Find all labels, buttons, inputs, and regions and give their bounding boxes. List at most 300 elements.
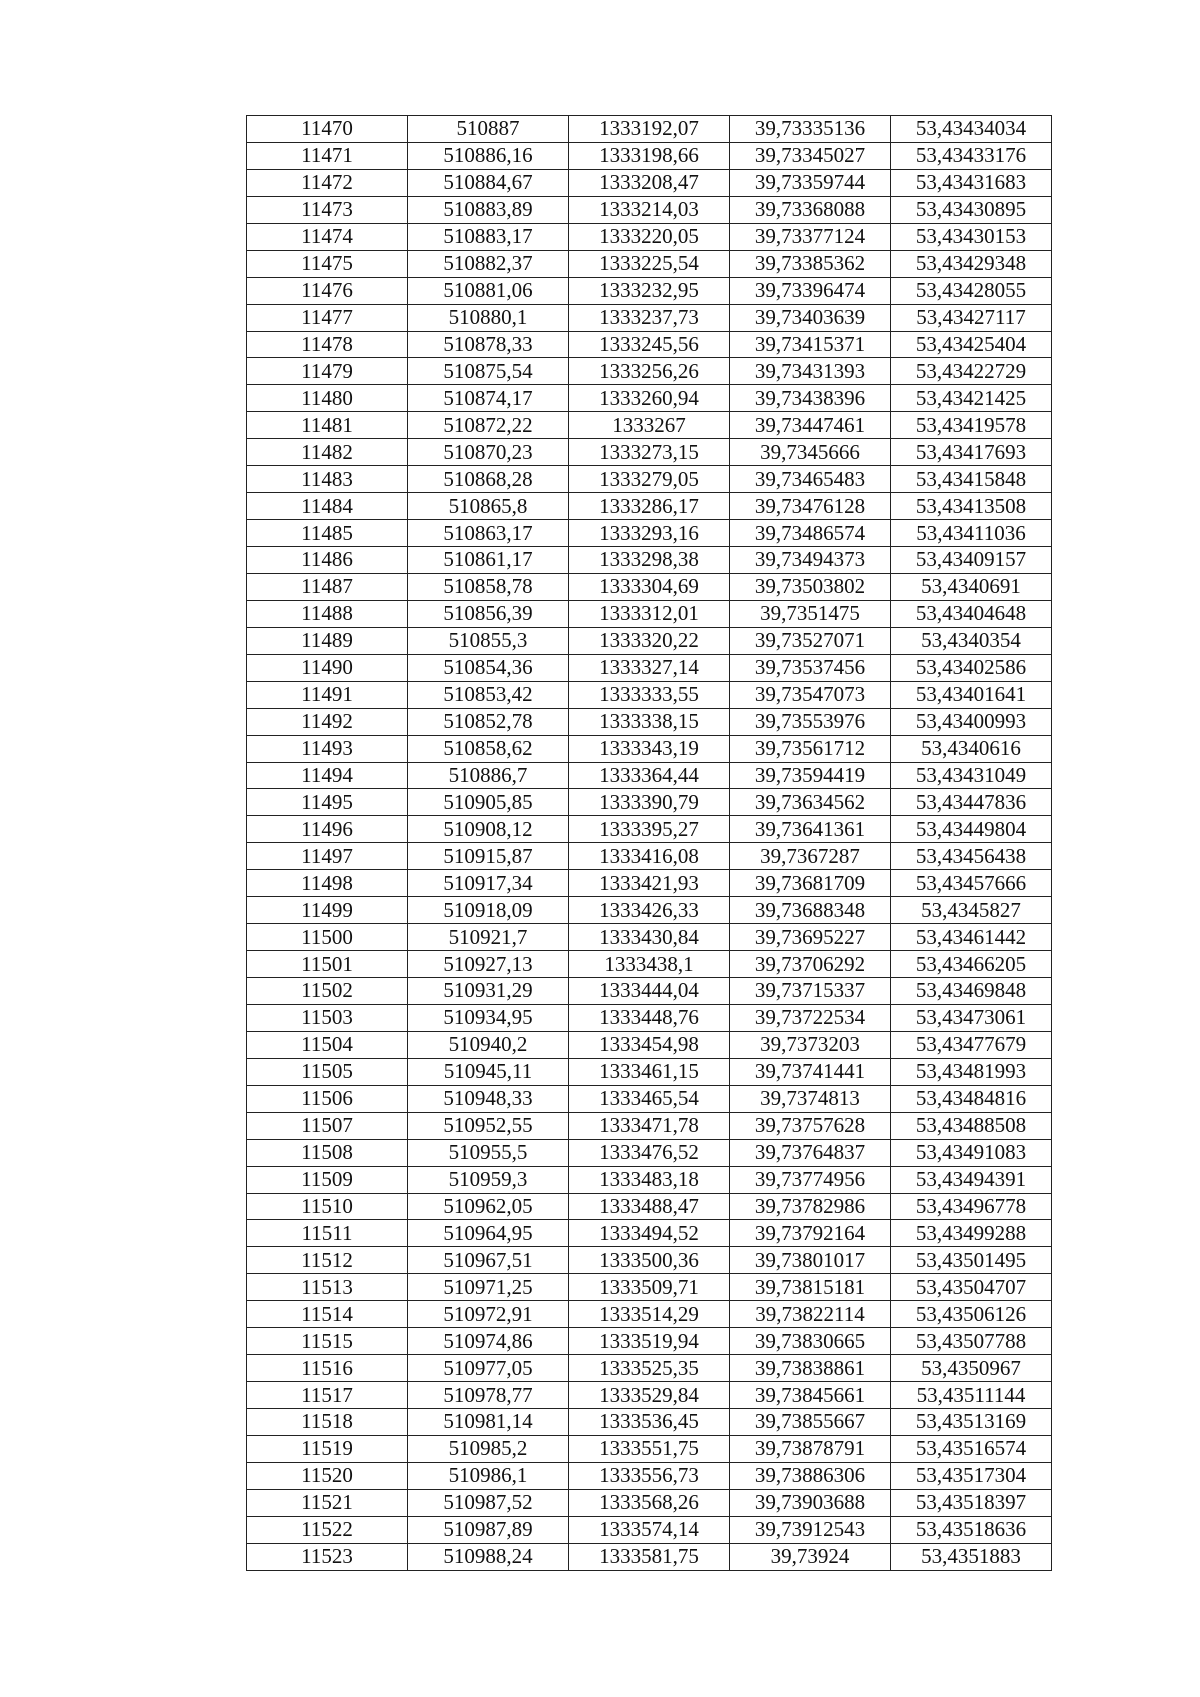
x-coordinate-cell: 510978,77: [408, 1382, 569, 1409]
table-row: [247, 1166, 1052, 1193]
longitude-cell: 39,73838861: [730, 1355, 891, 1382]
point-number-cell: 11495: [247, 789, 408, 816]
x-coordinate-cell: 510986,1: [408, 1462, 569, 1489]
table-row: [247, 493, 1052, 520]
latitude-cell: 53,43484816: [891, 1085, 1052, 1112]
longitude-cell: 39,73537456: [730, 654, 891, 681]
table-row: [247, 573, 1052, 600]
y-coordinate-cell: 1333364,44: [569, 762, 730, 789]
longitude-cell: 39,73722534: [730, 1004, 891, 1031]
x-coordinate-cell: 510908,12: [408, 816, 569, 843]
table-row: [247, 304, 1052, 331]
point-number-cell: 11516: [247, 1355, 408, 1382]
latitude-cell: 53,43429348: [891, 250, 1052, 277]
y-coordinate-cell: 1333260,94: [569, 385, 730, 412]
table-row: [247, 1435, 1052, 1462]
x-coordinate-cell: 510868,28: [408, 466, 569, 493]
point-number-cell: 11520: [247, 1462, 408, 1489]
longitude-cell: 39,73335136: [730, 116, 891, 143]
y-coordinate-cell: 1333220,05: [569, 223, 730, 250]
x-coordinate-cell: 510870,23: [408, 439, 569, 466]
x-coordinate-cell: 510905,85: [408, 789, 569, 816]
point-number-cell: 11505: [247, 1058, 408, 1085]
point-number-cell: 11481: [247, 412, 408, 439]
table-row: [247, 1382, 1052, 1409]
point-number-cell: 11486: [247, 547, 408, 574]
x-coordinate-cell: 510967,51: [408, 1247, 569, 1274]
y-coordinate-cell: 1333525,35: [569, 1355, 730, 1382]
latitude-cell: 53,43466205: [891, 951, 1052, 978]
x-coordinate-cell: 510940,2: [408, 1031, 569, 1058]
table-row: [247, 1328, 1052, 1355]
x-coordinate-cell: 510971,25: [408, 1274, 569, 1301]
y-coordinate-cell: 1333471,78: [569, 1112, 730, 1139]
latitude-cell: 53,43457666: [891, 870, 1052, 897]
longitude-cell: 39,73924: [730, 1543, 891, 1570]
point-number-cell: 11506: [247, 1085, 408, 1112]
table-row: [247, 600, 1052, 627]
y-coordinate-cell: 1333327,14: [569, 654, 730, 681]
y-coordinate-cell: 1333312,01: [569, 600, 730, 627]
y-coordinate-cell: 1333494,52: [569, 1220, 730, 1247]
point-number-cell: 11475: [247, 250, 408, 277]
latitude-cell: 53,43422729: [891, 358, 1052, 385]
table-row: [247, 358, 1052, 385]
x-coordinate-cell: 510964,95: [408, 1220, 569, 1247]
table-row: [247, 978, 1052, 1005]
x-coordinate-cell: 510945,11: [408, 1058, 569, 1085]
latitude-cell: 53,43413508: [891, 493, 1052, 520]
point-number-cell: 11484: [247, 493, 408, 520]
x-coordinate-cell: 510852,78: [408, 708, 569, 735]
point-number-cell: 11483: [247, 466, 408, 493]
longitude-cell: 39,73396474: [730, 277, 891, 304]
point-number-cell: 11508: [247, 1139, 408, 1166]
y-coordinate-cell: 1333488,47: [569, 1193, 730, 1220]
longitude-cell: 39,73688348: [730, 897, 891, 924]
table-row: [247, 466, 1052, 493]
y-coordinate-cell: 1333500,36: [569, 1247, 730, 1274]
latitude-cell: 53,4340616: [891, 735, 1052, 762]
y-coordinate-cell: 1333465,54: [569, 1085, 730, 1112]
point-number-cell: 11510: [247, 1193, 408, 1220]
y-coordinate-cell: 1333438,1: [569, 951, 730, 978]
x-coordinate-cell: 510987,52: [408, 1489, 569, 1516]
longitude-cell: 39,73385362: [730, 250, 891, 277]
latitude-cell: 53,43504707: [891, 1274, 1052, 1301]
latitude-cell: 53,43427117: [891, 304, 1052, 331]
point-number-cell: 11499: [247, 897, 408, 924]
latitude-cell: 53,43402586: [891, 654, 1052, 681]
y-coordinate-cell: 1333225,54: [569, 250, 730, 277]
longitude-cell: 39,73465483: [730, 466, 891, 493]
point-number-cell: 11507: [247, 1112, 408, 1139]
y-coordinate-cell: 1333333,55: [569, 681, 730, 708]
x-coordinate-cell: 510883,17: [408, 223, 569, 250]
table-row: [247, 1058, 1052, 1085]
y-coordinate-cell: 1333514,29: [569, 1301, 730, 1328]
latitude-cell: 53,43425404: [891, 331, 1052, 358]
point-number-cell: 11480: [247, 385, 408, 412]
y-coordinate-cell: 1333304,69: [569, 573, 730, 600]
table-row: [247, 627, 1052, 654]
point-number-cell: 11493: [247, 735, 408, 762]
latitude-cell: 53,43511144: [891, 1382, 1052, 1409]
longitude-cell: 39,73757628: [730, 1112, 891, 1139]
y-coordinate-cell: 1333483,18: [569, 1166, 730, 1193]
longitude-cell: 39,73695227: [730, 924, 891, 951]
table-row: [247, 870, 1052, 897]
latitude-cell: 53,43461442: [891, 924, 1052, 951]
longitude-cell: 39,73494373: [730, 547, 891, 574]
latitude-cell: 53,43496778: [891, 1193, 1052, 1220]
point-number-cell: 11492: [247, 708, 408, 735]
x-coordinate-cell: 510874,17: [408, 385, 569, 412]
y-coordinate-cell: 1333237,73: [569, 304, 730, 331]
x-coordinate-cell: 510981,14: [408, 1409, 569, 1436]
y-coordinate-cell: 1333395,27: [569, 816, 730, 843]
longitude-cell: 39,73634562: [730, 789, 891, 816]
y-coordinate-cell: 1333509,71: [569, 1274, 730, 1301]
x-coordinate-cell: 510987,89: [408, 1516, 569, 1543]
table-row: [247, 1220, 1052, 1247]
latitude-cell: 53,43417693: [891, 439, 1052, 466]
latitude-cell: 53,43447836: [891, 789, 1052, 816]
y-coordinate-cell: 1333430,84: [569, 924, 730, 951]
y-coordinate-cell: 1333454,98: [569, 1031, 730, 1058]
latitude-cell: 53,43409157: [891, 547, 1052, 574]
latitude-cell: 53,43506126: [891, 1301, 1052, 1328]
x-coordinate-cell: 510977,05: [408, 1355, 569, 1382]
latitude-cell: 53,43431683: [891, 169, 1052, 196]
x-coordinate-cell: 510927,13: [408, 951, 569, 978]
table-row: [247, 331, 1052, 358]
latitude-cell: 53,43430153: [891, 223, 1052, 250]
y-coordinate-cell: 1333581,75: [569, 1543, 730, 1570]
table-row: [247, 897, 1052, 924]
x-coordinate-cell: 510861,17: [408, 547, 569, 574]
y-coordinate-cell: 1333214,03: [569, 196, 730, 223]
latitude-cell: 53,4345827: [891, 897, 1052, 924]
table-row: [247, 1301, 1052, 1328]
x-coordinate-cell: 510875,54: [408, 358, 569, 385]
longitude-cell: 39,73822114: [730, 1301, 891, 1328]
x-coordinate-cell: 510959,3: [408, 1166, 569, 1193]
longitude-cell: 39,73476128: [730, 493, 891, 520]
x-coordinate-cell: 510858,62: [408, 735, 569, 762]
longitude-cell: 39,73903688: [730, 1489, 891, 1516]
table-row: [247, 412, 1052, 439]
latitude-cell: 53,43433176: [891, 142, 1052, 169]
longitude-cell: 39,73801017: [730, 1247, 891, 1274]
table-row: [247, 1274, 1052, 1301]
x-coordinate-cell: 510985,2: [408, 1435, 569, 1462]
longitude-cell: 39,7373203: [730, 1031, 891, 1058]
point-number-cell: 11474: [247, 223, 408, 250]
latitude-cell: 53,43516574: [891, 1435, 1052, 1462]
y-coordinate-cell: 1333245,56: [569, 331, 730, 358]
y-coordinate-cell: 1333279,05: [569, 466, 730, 493]
table-row: [247, 951, 1052, 978]
point-number-cell: 11515: [247, 1328, 408, 1355]
longitude-cell: 39,73641361: [730, 816, 891, 843]
latitude-cell: 53,43415848: [891, 466, 1052, 493]
y-coordinate-cell: 1333267: [569, 412, 730, 439]
longitude-cell: 39,73912543: [730, 1516, 891, 1543]
longitude-cell: 39,73830665: [730, 1328, 891, 1355]
point-number-cell: 11487: [247, 573, 408, 600]
x-coordinate-cell: 510921,7: [408, 924, 569, 951]
x-coordinate-cell: 510886,7: [408, 762, 569, 789]
y-coordinate-cell: 1333448,76: [569, 1004, 730, 1031]
point-number-cell: 11522: [247, 1516, 408, 1543]
latitude-cell: 53,43491083: [891, 1139, 1052, 1166]
x-coordinate-cell: 510972,91: [408, 1301, 569, 1328]
longitude-cell: 39,73706292: [730, 951, 891, 978]
table-row: [247, 1409, 1052, 1436]
point-number-cell: 11491: [247, 681, 408, 708]
table-row: [247, 1516, 1052, 1543]
point-number-cell: 11511: [247, 1220, 408, 1247]
table-row: [247, 520, 1052, 547]
longitude-cell: 39,73553976: [730, 708, 891, 735]
latitude-cell: 53,43481993: [891, 1058, 1052, 1085]
point-number-cell: 11476: [247, 277, 408, 304]
latitude-cell: 53,43488508: [891, 1112, 1052, 1139]
point-number-cell: 11482: [247, 439, 408, 466]
longitude-cell: 39,73377124: [730, 223, 891, 250]
table-row: [247, 654, 1052, 681]
latitude-cell: 53,43518636: [891, 1516, 1052, 1543]
latitude-cell: 53,43456438: [891, 843, 1052, 870]
point-number-cell: 11497: [247, 843, 408, 870]
x-coordinate-cell: 510854,36: [408, 654, 569, 681]
latitude-cell: 53,43494391: [891, 1166, 1052, 1193]
x-coordinate-cell: 510881,06: [408, 277, 569, 304]
coordinates-table: [246, 115, 1052, 1571]
latitude-cell: 53,43400993: [891, 708, 1052, 735]
latitude-cell: 53,43434034: [891, 116, 1052, 143]
latitude-cell: 53,43499288: [891, 1220, 1052, 1247]
x-coordinate-cell: 510856,39: [408, 600, 569, 627]
latitude-cell: 53,43517304: [891, 1462, 1052, 1489]
latitude-cell: 53,43513169: [891, 1409, 1052, 1436]
latitude-cell: 53,43430895: [891, 196, 1052, 223]
point-number-cell: 11488: [247, 600, 408, 627]
table-row: [247, 1489, 1052, 1516]
table-row: [247, 816, 1052, 843]
point-number-cell: 11479: [247, 358, 408, 385]
latitude-cell: 53,43401641: [891, 681, 1052, 708]
point-number-cell: 11504: [247, 1031, 408, 1058]
x-coordinate-cell: 510880,1: [408, 304, 569, 331]
latitude-cell: 53,4351883: [891, 1543, 1052, 1570]
longitude-cell: 39,73594419: [730, 762, 891, 789]
longitude-cell: 39,7351475: [730, 600, 891, 627]
longitude-cell: 39,73438396: [730, 385, 891, 412]
longitude-cell: 39,73681709: [730, 870, 891, 897]
x-coordinate-cell: 510934,95: [408, 1004, 569, 1031]
x-coordinate-cell: 510865,8: [408, 493, 569, 520]
longitude-cell: 39,73878791: [730, 1435, 891, 1462]
x-coordinate-cell: 510962,05: [408, 1193, 569, 1220]
latitude-cell: 53,43411036: [891, 520, 1052, 547]
point-number-cell: 11490: [247, 654, 408, 681]
longitude-cell: 39,7374813: [730, 1085, 891, 1112]
table-row: [247, 1462, 1052, 1489]
point-number-cell: 11498: [247, 870, 408, 897]
x-coordinate-cell: 510858,78: [408, 573, 569, 600]
x-coordinate-cell: 510883,89: [408, 196, 569, 223]
table-row: [247, 223, 1052, 250]
x-coordinate-cell: 510931,29: [408, 978, 569, 1005]
y-coordinate-cell: 1333232,95: [569, 277, 730, 304]
table-row: [247, 196, 1052, 223]
table-row: [247, 142, 1052, 169]
longitude-cell: 39,73447461: [730, 412, 891, 439]
x-coordinate-cell: 510952,55: [408, 1112, 569, 1139]
point-number-cell: 11496: [247, 816, 408, 843]
latitude-cell: 53,4340691: [891, 573, 1052, 600]
longitude-cell: 39,73715337: [730, 978, 891, 1005]
table-row: [247, 547, 1052, 574]
longitude-cell: 39,73845661: [730, 1382, 891, 1409]
longitude-cell: 39,73547073: [730, 681, 891, 708]
longitude-cell: 39,73815181: [730, 1274, 891, 1301]
latitude-cell: 53,43518397: [891, 1489, 1052, 1516]
longitude-cell: 39,73368088: [730, 196, 891, 223]
longitude-cell: 39,73855667: [730, 1409, 891, 1436]
y-coordinate-cell: 1333273,15: [569, 439, 730, 466]
table-row: [247, 1085, 1052, 1112]
table-row: [247, 385, 1052, 412]
y-coordinate-cell: 1333293,16: [569, 520, 730, 547]
table-row: [247, 843, 1052, 870]
point-number-cell: 11509: [247, 1166, 408, 1193]
x-coordinate-cell: 510948,33: [408, 1085, 569, 1112]
y-coordinate-cell: 1333298,38: [569, 547, 730, 574]
latitude-cell: 53,43473061: [891, 1004, 1052, 1031]
table-row: [247, 169, 1052, 196]
y-coordinate-cell: 1333556,73: [569, 1462, 730, 1489]
point-number-cell: 11472: [247, 169, 408, 196]
latitude-cell: 53,43449804: [891, 816, 1052, 843]
point-number-cell: 11494: [247, 762, 408, 789]
latitude-cell: 53,43428055: [891, 277, 1052, 304]
x-coordinate-cell: 510882,37: [408, 250, 569, 277]
longitude-cell: 39,73345027: [730, 142, 891, 169]
point-number-cell: 11518: [247, 1409, 408, 1436]
y-coordinate-cell: 1333198,66: [569, 142, 730, 169]
point-number-cell: 11519: [247, 1435, 408, 1462]
y-coordinate-cell: 1333416,08: [569, 843, 730, 870]
y-coordinate-cell: 1333529,84: [569, 1382, 730, 1409]
latitude-cell: 53,4340354: [891, 627, 1052, 654]
point-number-cell: 11471: [247, 142, 408, 169]
y-coordinate-cell: 1333461,15: [569, 1058, 730, 1085]
table-row: [247, 1355, 1052, 1382]
point-number-cell: 11514: [247, 1301, 408, 1328]
longitude-cell: 39,73764837: [730, 1139, 891, 1166]
table-row: [247, 1031, 1052, 1058]
x-coordinate-cell: 510863,17: [408, 520, 569, 547]
point-number-cell: 11501: [247, 951, 408, 978]
table-row: [247, 1543, 1052, 1570]
longitude-cell: 39,73415371: [730, 331, 891, 358]
longitude-cell: 39,73886306: [730, 1462, 891, 1489]
longitude-cell: 39,7345666: [730, 439, 891, 466]
y-coordinate-cell: 1333519,94: [569, 1328, 730, 1355]
y-coordinate-cell: 1333338,15: [569, 708, 730, 735]
x-coordinate-cell: 510918,09: [408, 897, 569, 924]
x-coordinate-cell: 510853,42: [408, 681, 569, 708]
longitude-cell: 39,73774956: [730, 1166, 891, 1193]
table-row: [247, 277, 1052, 304]
x-coordinate-cell: 510988,24: [408, 1543, 569, 1570]
y-coordinate-cell: 1333444,04: [569, 978, 730, 1005]
point-number-cell: 11485: [247, 520, 408, 547]
point-number-cell: 11478: [247, 331, 408, 358]
latitude-cell: 53,43419578: [891, 412, 1052, 439]
y-coordinate-cell: 1333192,07: [569, 116, 730, 143]
longitude-cell: 39,73527071: [730, 627, 891, 654]
longitude-cell: 39,7367287: [730, 843, 891, 870]
y-coordinate-cell: 1333476,52: [569, 1139, 730, 1166]
longitude-cell: 39,73561712: [730, 735, 891, 762]
point-number-cell: 11512: [247, 1247, 408, 1274]
latitude-cell: 53,43404648: [891, 600, 1052, 627]
table-row: [247, 681, 1052, 708]
latitude-cell: 53,43507788: [891, 1328, 1052, 1355]
x-coordinate-cell: 510974,86: [408, 1328, 569, 1355]
table-row: [247, 439, 1052, 466]
table-row: [247, 1139, 1052, 1166]
point-number-cell: 11477: [247, 304, 408, 331]
point-number-cell: 11502: [247, 978, 408, 1005]
point-number-cell: 11500: [247, 924, 408, 951]
y-coordinate-cell: 1333320,22: [569, 627, 730, 654]
latitude-cell: 53,43469848: [891, 978, 1052, 1005]
y-coordinate-cell: 1333551,75: [569, 1435, 730, 1462]
longitude-cell: 39,73792164: [730, 1220, 891, 1247]
x-coordinate-cell: 510878,33: [408, 331, 569, 358]
longitude-cell: 39,73431393: [730, 358, 891, 385]
y-coordinate-cell: 1333421,93: [569, 870, 730, 897]
table-row: [247, 789, 1052, 816]
y-coordinate-cell: 1333256,26: [569, 358, 730, 385]
table-row: [247, 1247, 1052, 1274]
longitude-cell: 39,73503802: [730, 573, 891, 600]
x-coordinate-cell: 510886,16: [408, 142, 569, 169]
table-row: [247, 116, 1052, 143]
point-number-cell: 11523: [247, 1543, 408, 1570]
latitude-cell: 53,43421425: [891, 385, 1052, 412]
y-coordinate-cell: 1333426,33: [569, 897, 730, 924]
longitude-cell: 39,73782986: [730, 1193, 891, 1220]
point-number-cell: 11473: [247, 196, 408, 223]
latitude-cell: 53,43501495: [891, 1247, 1052, 1274]
x-coordinate-cell: 510855,3: [408, 627, 569, 654]
point-number-cell: 11513: [247, 1274, 408, 1301]
point-number-cell: 11503: [247, 1004, 408, 1031]
y-coordinate-cell: 1333568,26: [569, 1489, 730, 1516]
latitude-cell: 53,4350967: [891, 1355, 1052, 1382]
longitude-cell: 39,73359744: [730, 169, 891, 196]
latitude-cell: 53,43477679: [891, 1031, 1052, 1058]
x-coordinate-cell: 510884,67: [408, 169, 569, 196]
x-coordinate-cell: 510917,34: [408, 870, 569, 897]
x-coordinate-cell: 510915,87: [408, 843, 569, 870]
